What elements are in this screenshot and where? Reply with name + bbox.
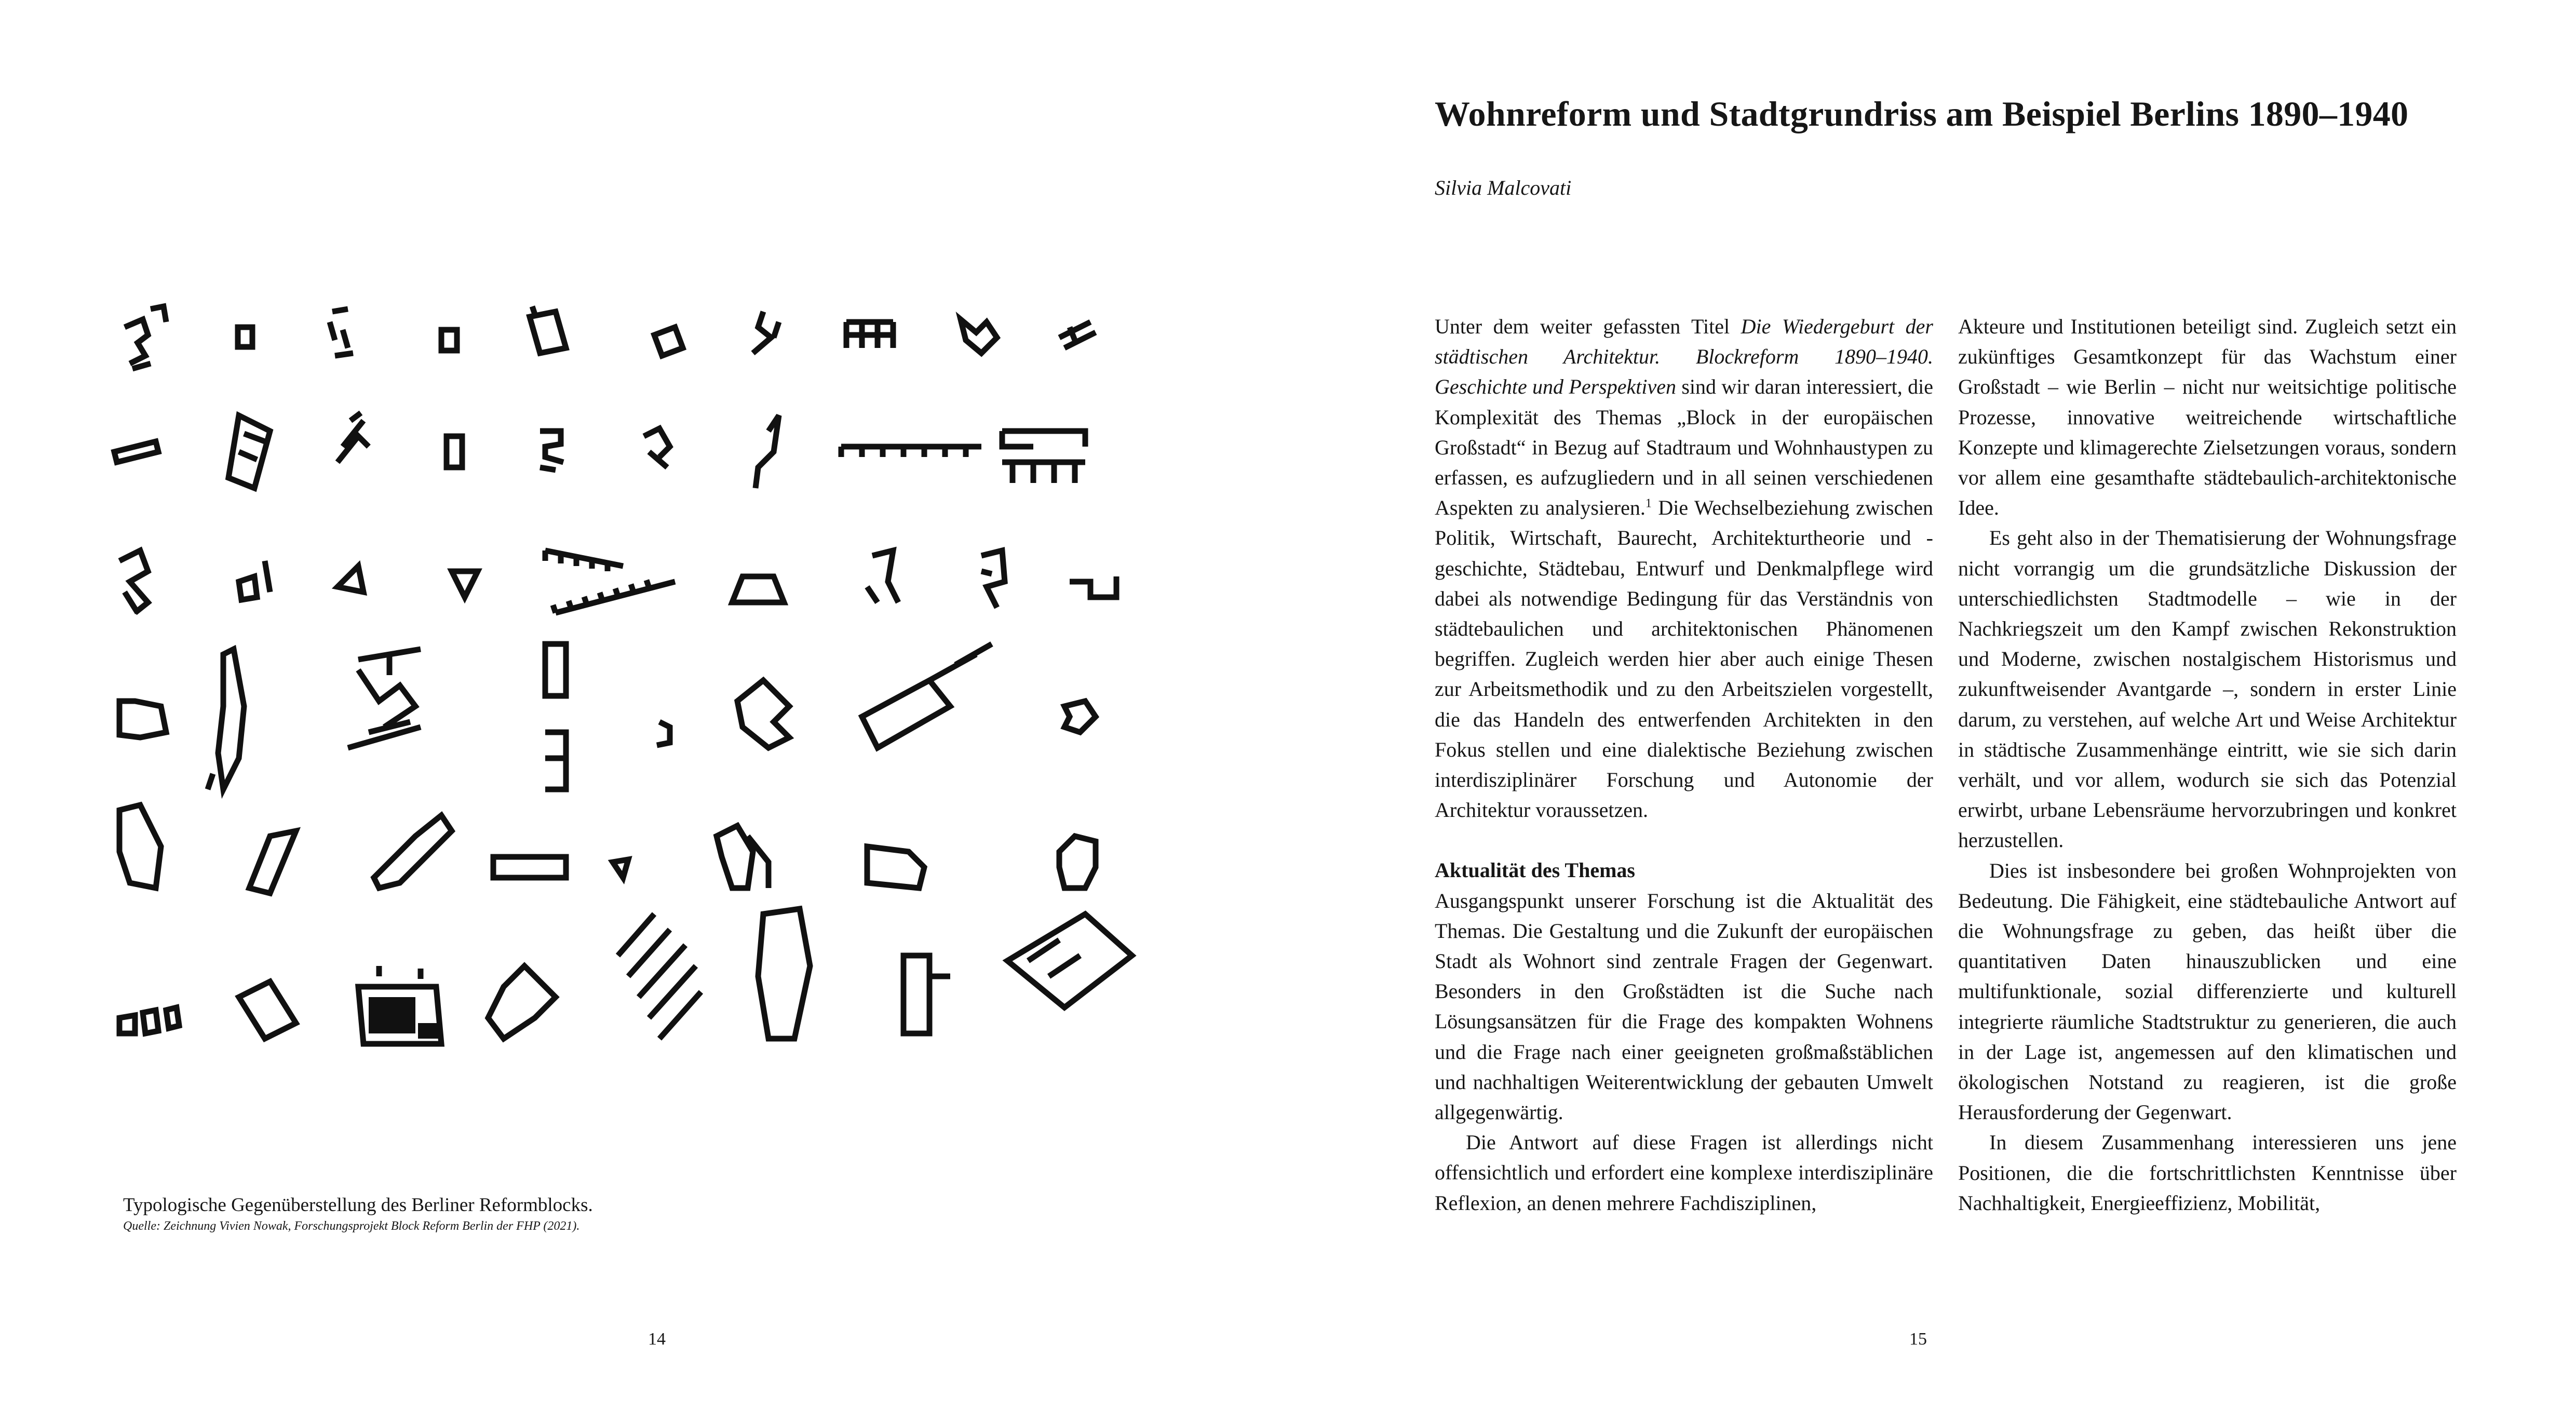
book-title: Die Wiedergeburt der städtischen Architektur. Blockreform 1890–1940. Geschichte und Perspektiven [1435,315,1933,399]
section-heading: Aktualität des Themas [1435,858,1635,882]
paragraph: Ausgangspunkt unserer Forschung ist die Aktualität des Themas. Die Gestaltung und die Zukunft der europäischen Stadt als Wohnort sind zentrale Fragen der Gegenwart. Besonders in den Großstädten ist die Suche nach Lösungsansätzen für die Frage des kompakten Wohnens und die Frage nach einer geeigneten großmaßstäblichen und nachhaltigen Weiterentwicklung der gebauten Umwelt allgegenwärtig. [1435,889,1933,1124]
caption-text: Typologische Gegenüberstellung des Berliner Reformblocks. [123,1194,593,1216]
article-author: Silvia Malcovati [1435,176,1572,199]
text-run: Unter dem weiter gefassten Titel [1435,315,1741,338]
article-title: Wohnreform und Stadtgrundriss am Beispiel Berlins 1890–1940 [1435,94,2409,133]
footnote-ref: 1 [1645,496,1652,510]
figure-caption [123,1193,902,1235]
block-plans-drawing [99,291,1168,1122]
right-page [1288,0,2576,1411]
text-column-1 [1435,312,1933,1218]
paragraph [1435,312,1933,825]
paragraph: Akteure und Institutionen beteiligt sind. Zugleich setzt ein zukünftiges Gesamtkonzept für das Wachstum einer Großstadt – wie Berlin – nicht nur weitsichtige politische Prozesse, innovative weitreichende wirtschaftliche Konzepte und klimagerechte Zielsetzungen voraus, sondern vor allem eine gesamthafte städtebaulich-architektonische Idee. [1958,315,2457,520]
text-run: sind wir daran interessiert, die Komplexität des Themas „Block in der europäischen Großstadt“ in Bezug auf Stadtraum und Wohnhaustypen zu erfassen, es aufzugliedern und in all seinen verschiedenen Aspekten zu analysieren. [1435,375,1934,520]
page-number-left: 14 [648,1329,666,1349]
paragraph: In diesem Zusammenhang interessieren uns jene Positionen, die die fortschrittlichsten Kenntnisse über Nachhaltigkeit, Energieeffizienz, Mobilität, [1958,1131,2457,1215]
text-run: Die Wechselbeziehung zwischen Politik, Wirtschaft, Baurecht, Architekturtheorie und -geschichte, Städtebau, Entwurf und Denkmalpflege wird dabei als notwendige Bedingung für das Verständnis von städtebaulichen und architektonischen Phänomenen begriffen. Zugleich werden hier aber auch einige Thesen zur Arbeitsmethodik und zu den Arbeitszielen vorgestellt, die das Handeln des entwerfenden Architekten in den Fokus stellen und eine dialektische Beziehung zwischen interdisziplinärer Forschung und Autonomie der Architektur voraussetzen. [1435,496,1933,822]
caption-source: Quelle: Zeichnung Vivien Nowak, Forschungsprojekt Block Reform Berlin der FHP (2021). [123,1219,580,1233]
paragraph: Es geht also in der Thematisierung der Wohnungsfrage nicht vorrangig um die grundsätzliche Diskussion der unterschiedlichsten Stadtmodelle – wie in der Nachkriegszeit um den Kampf zwischen Rekonstruktion und Moderne, zwischen nostalgischem Historismus und zukunftweisender Avantgarde –, sondern in erster Linie darum, zu verstehen, auf welche Art und Weise Architektur in städtische Zusammenhänge eintritt, wie sie sich darin verhält, und vor allem, wodurch sie sich das Potenzial erwirbt, urbane Lebensräume hervorzubringen und konkret herzustellen. [1958,526,2457,852]
block-typology-figure [99,291,1168,1122]
paragraph: Dies ist insbesondere bei großen Wohnprojekten von Bedeutung. Die Fähigkeit, eine städtebauliche Antwort auf die Wohnungsfrage zu geben, das heißt über die quantitativen Daten hinauszublicken und eine multifunktionale, sozial differenzierte und kulturell integrierte räumliche Stadtstruktur zu generieren, die auch in der Lage ist, angemessen auf den klimatischen und ökologischen Notstand zu reagieren, ist die große Herausforderung der Gegenwart. [1958,858,2457,1124]
paragraph: Die Antwort auf diese Fragen ist allerdings nicht offensichtlich und erfordert eine komplexe interdisziplinäre Reflexion, an denen mehrere Fachdisziplinen, [1435,1131,1933,1215]
text-column-2 [1958,312,2457,1218]
page-number-right: 15 [1909,1329,1927,1349]
